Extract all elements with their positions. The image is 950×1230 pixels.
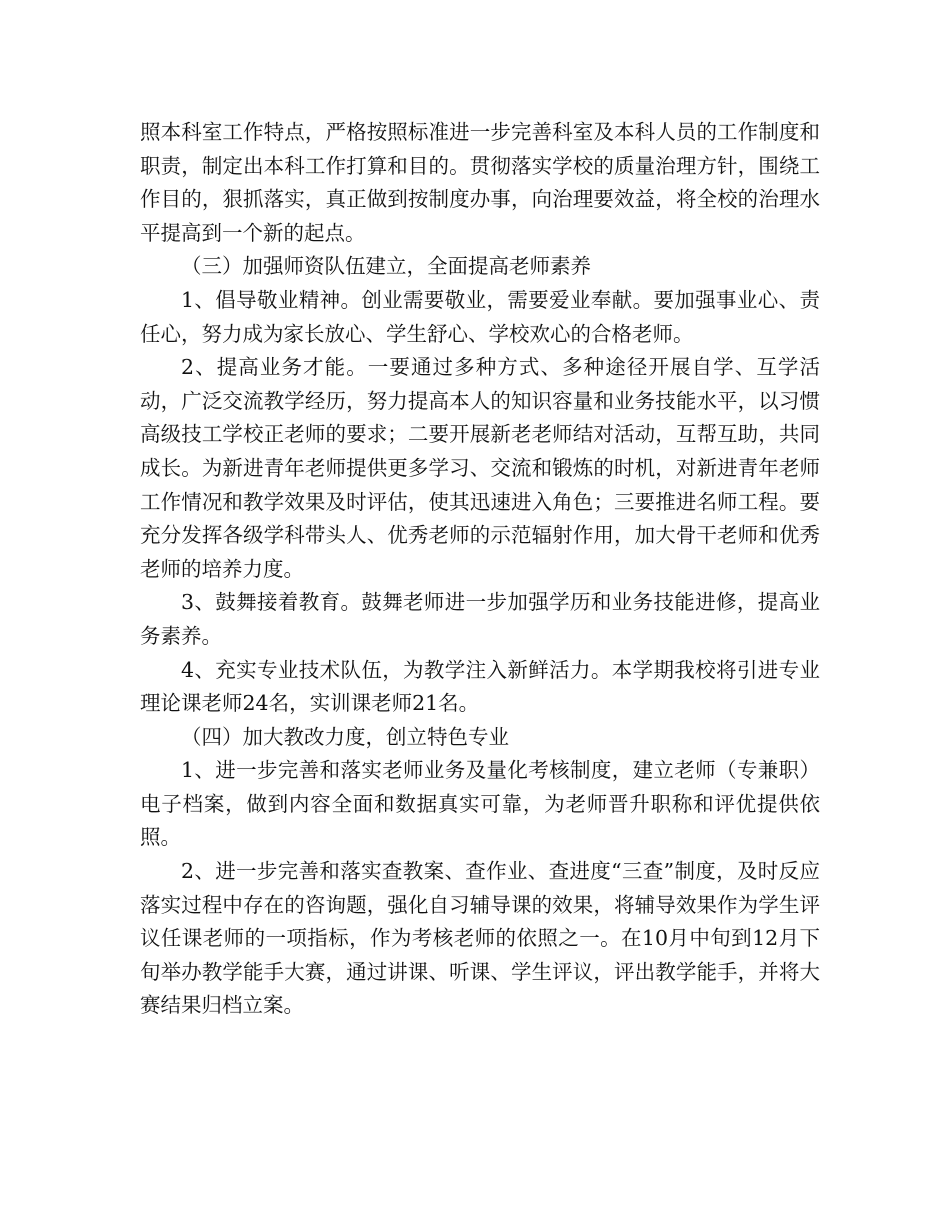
document-body	[140, 116, 820, 1023]
paragraph-item-4: 4、充实专业技术队伍，为教学注入新鲜活力。本学期我校将引进专业理论课老师24名，实训课老师21名。	[140, 657, 820, 716]
paragraph-item-2b: 2、进一步完善和落实查教案、查作业、查进度“三查”制度，及时反应落实过程中存在的咨询题，强化自习辅导课的效果，将辅导效果作为学生评议任课老师的一项指标，作为考核老师的依照之一。在10月中旬到12月下旬举办教学能手大赛，通过讲课、听课、学生评议，评出教学能手，并将大赛结果归档立案。	[140, 859, 820, 1018]
section-heading-three: （三）加强师资队伍建立，全面提高老师素养	[181, 254, 591, 279]
paragraph-item-2: 2、提高业务才能。一要通过多种方式、多种途径开展自学、互学活动，广泛交流教学经历，努力提高本人的知识容量和业务技能水平，以习惯高级技工学校正老师的要求；二要开展新老老师结对活动，互帮互助，共同成长。为新进青年老师提供更多学习、交流和锻炼的时机，对新进青年老师工作情况和教学效果及时评估，使其迅速进入角色；三要推进名师工程。要充分发挥各级学科带头人、优秀老师的示范辐射作用，加大骨干老师和优秀老师的培养力度。	[140, 355, 820, 581]
paragraph-item-3: 3、鼓舞接着教育。鼓舞老师进一步加强学历和业务技能进修，提高业务素养。	[140, 590, 820, 648]
paragraph-continuation: 照本科室工作特点，严格按照标准进一步完善科室及本科人员的工作制度和职责，制定出本科工作打算和目的。贯彻落实学校的质量治理方针，围绕工作目的，狠抓落实，真正做到按制度办事，向治理要效益，将全校的治理水平提高到一个新的起点。	[140, 120, 820, 245]
paragraph-item-1b: 1、进一步完善和落实老师业务及量化考核制度，建立老师（专兼职）电子档案，做到内容全面和数据真实可靠，为老师晋升职称和评优提供依照。	[140, 758, 820, 850]
section-heading-four: （四）加大教改力度，创立特色专业	[181, 724, 509, 749]
paragraph-item-1: 1、倡导敬业精神。创业需要敬业，需要爱业奉献。要加强事业心、责任心，努力成为家长放心、学生舒心、学校欢心的合格老师。	[140, 287, 820, 346]
